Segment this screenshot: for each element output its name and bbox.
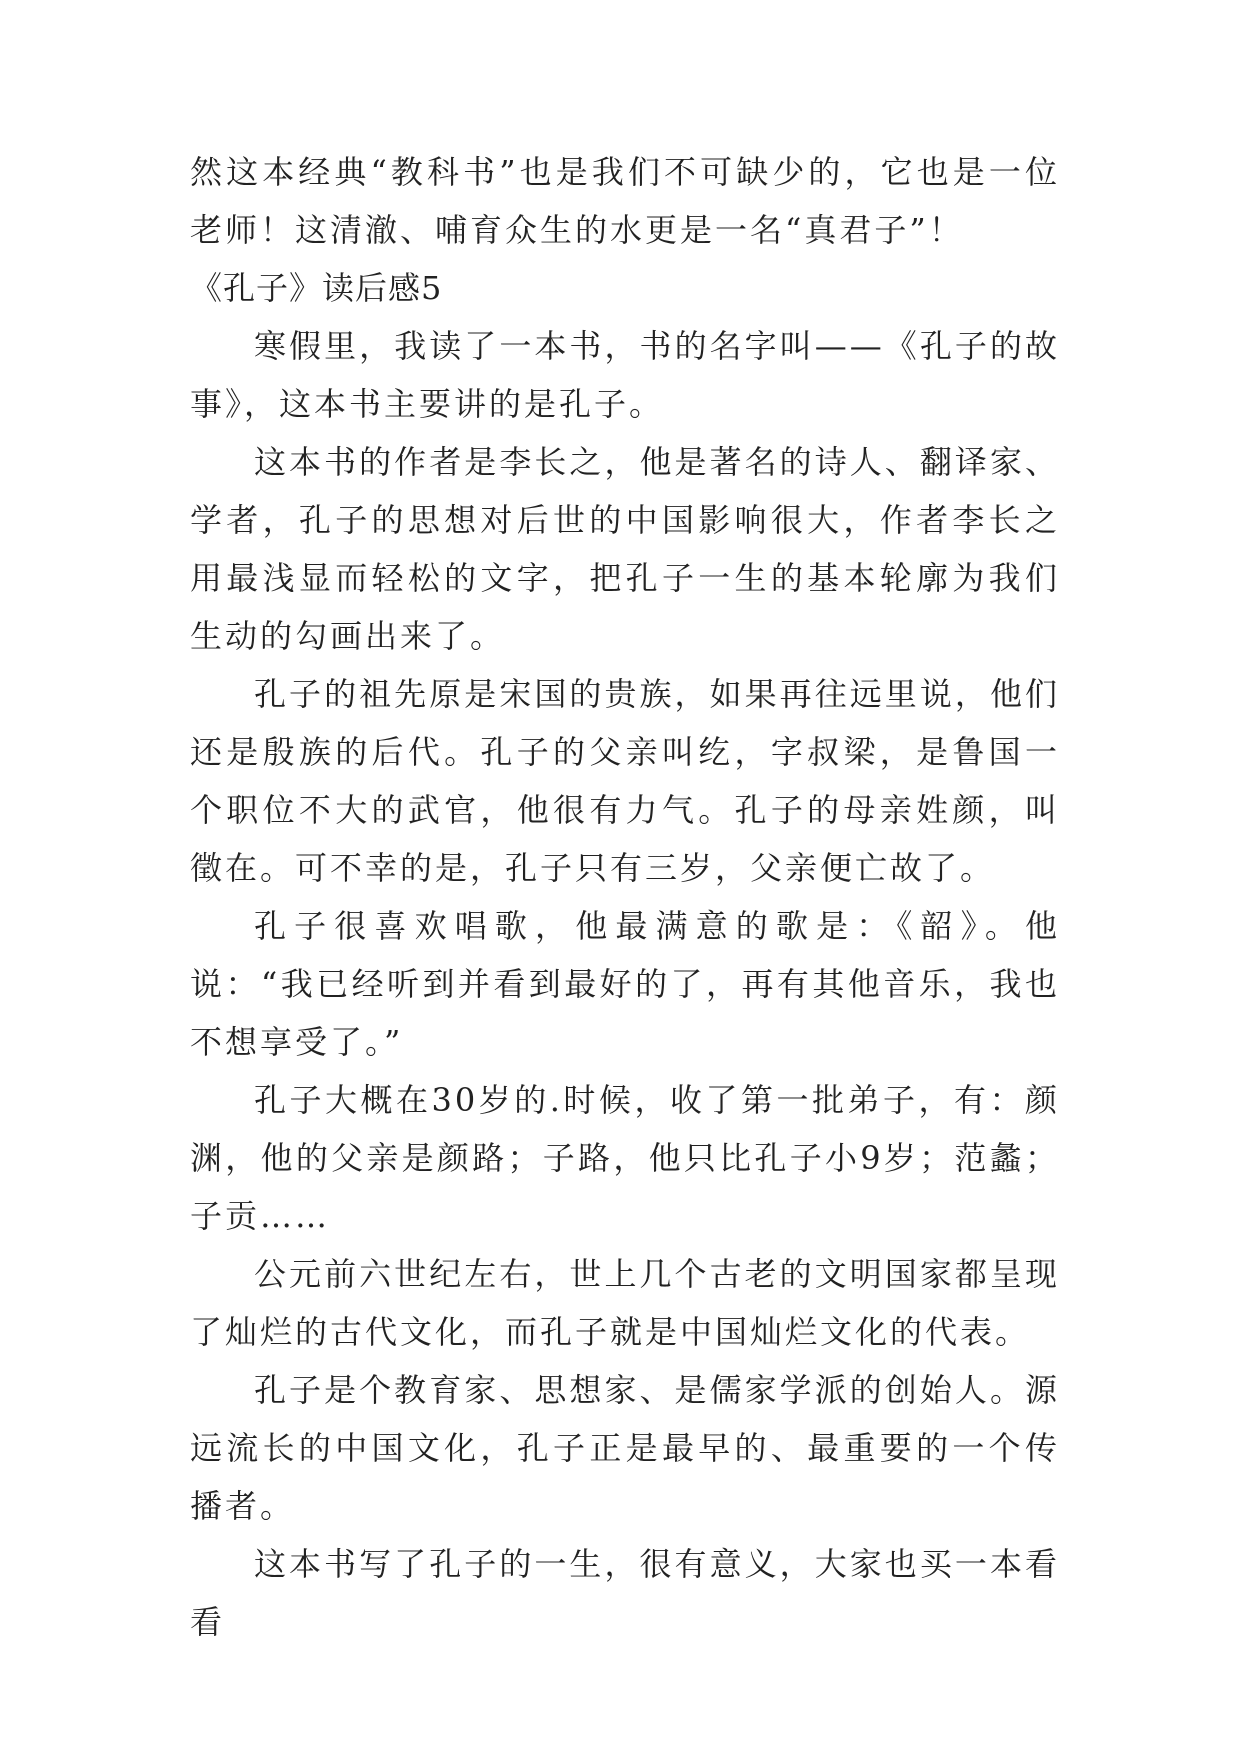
paragraph-8: 这本书写了孔子的一生，很有意义，大家也买一本看看 (190, 1545, 1060, 1641)
paragraph-2: 这本书的作者是李长之，他是著名的诗人、翻译家、学者，孔子的思想对后世的中国影响很大，作者李长之用最浅显而轻松的文字，把孔子一生的基本轮廓为我们生动的勾画出来了。 (190, 443, 1060, 655)
paragraph-6: 公元前六世纪左右，世上几个古老的文明国家都呈现了灿烂的古代文化，而孔子就是中国灿烂文化的代表。 (190, 1255, 1060, 1351)
paragraph-4: 孔子很喜欢唱歌，他最满意的歌是：《韶》。他说：“我已经听到并看到最好的了，再有其他音乐，我也不想享受了。” (190, 907, 1060, 1061)
paragraph-7: 孔子是个教育家、思想家、是儒家学派的创始人。源远流长的中国文化，孔子正是最早的、最重要的一个传播者。 (190, 1371, 1060, 1525)
document-body (190, 143, 1060, 1651)
section-title: 《孔子》读后感5 (190, 269, 443, 307)
paragraph-5: 孔子大概在30岁的.时候，收了第一批弟子，有：颜渊，他的父亲是颜路；子路，他只比孔子小9岁；范蠡；子贡…… (190, 1081, 1060, 1235)
paragraph-1: 寒假里，我读了一本书，书的名字叫——《孔子的故事》，这本书主要讲的是孔子。 (190, 327, 1060, 423)
continuation-paragraph: 然这本经典“教科书”也是我们不可缺少的，它也是一位老师！这清澈、哺育众生的水更是一名“真君子”！ (190, 153, 1060, 249)
paragraph-3: 孔子的祖先原是宋国的贵族，如果再往远里说，他们还是殷族的后代。孔子的父亲叫纥，字叔梁，是鲁国一个职位不大的武官，他很有力气。孔子的母亲姓颜，叫徵在。可不幸的是，孔子只有三岁，父亲便亡故了。 (190, 675, 1060, 887)
